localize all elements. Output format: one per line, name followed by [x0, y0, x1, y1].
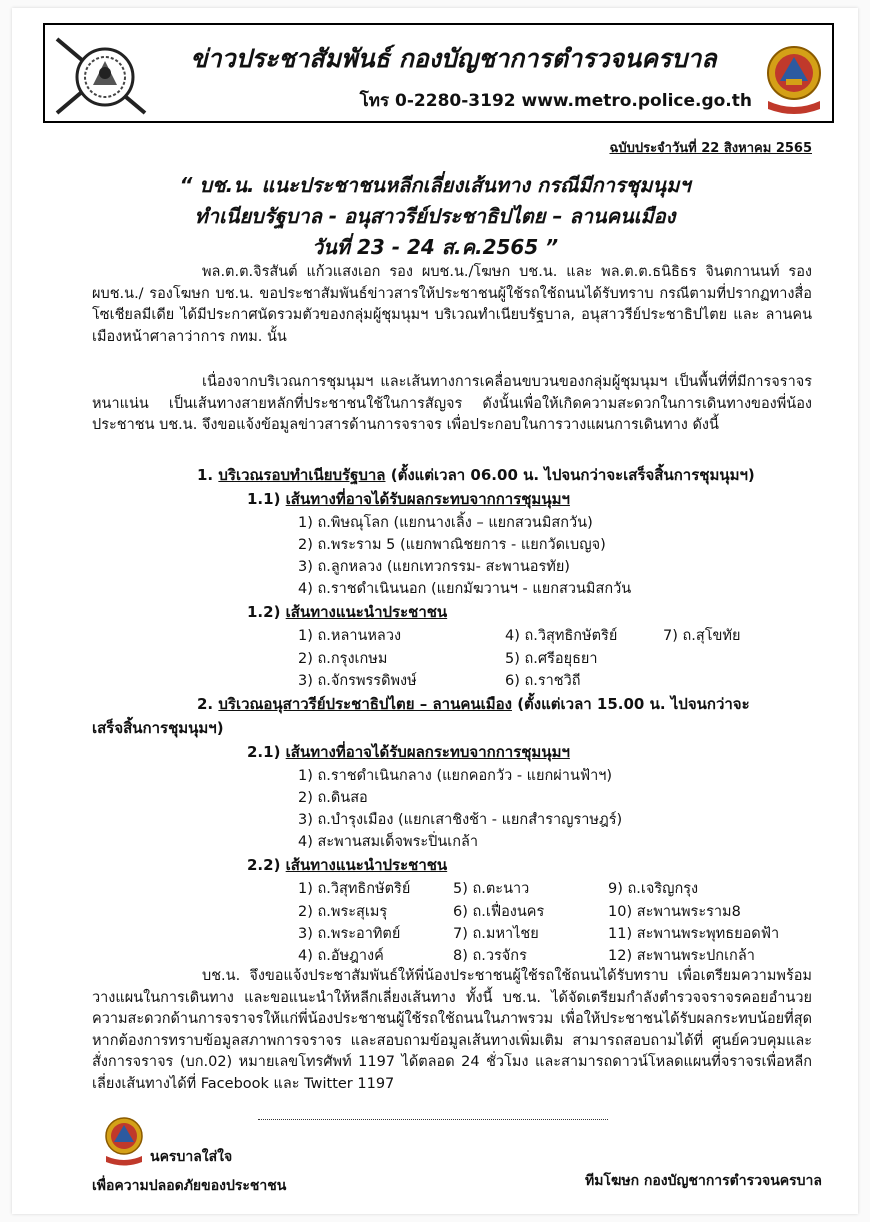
intro-paragraph-1: พล.ต.ต.จิรสันต์ แก้วแสงเอก รอง ผบช.น./โฆษก บช.น. และ พล.ต.ต.ธนิธิธร จินตกานนท์ รอง ผบช.น./ รองโฆษก บช.น. ขอประชาสัมพันธ์ข่าวสารให้ประชาชนผู้ใช้รถใช้ถนนได้รับทราบ กรณีตามที่ปรากฏทางสื่อโซเชียลมีเดีย ได้มีประกาศนัดรวมตัวของกลุ่มผู้ชุมนุมฯ บริเวณทำเนียบรัฐบาล, อนุสาวรีย์ประชาธิปไตย และ ลานคนเมืองหน้าศาลาว่าการ กทม. นั้น [92, 264, 812, 345]
section-2-time-continued: เสร็จสิ้นการชุมนุมฯ) [92, 719, 224, 737]
list-item: 1) ถ.ราชดำเนินกลาง (แยกคอกวัว - แยกผ่านฟ้าฯ) [298, 768, 613, 784]
section-2-2-heading: 2.2) เส้นทางแนะนำประชาชน [247, 856, 448, 874]
section-1-1-heading: 1.1) เส้นทางที่อาจได้รับผลกระทบจากการชุมนุมฯ [247, 490, 570, 508]
list-item: 3) ถ.ลูกหลวง (แยกเทวกรรม- สะพานอรทัย) [298, 559, 570, 575]
section-2-1-heading: 2.1) เส้นทางที่อาจได้รับผลกระทบจากการชุมนุมฯ [247, 743, 570, 761]
footer-slogan: นครบาลใส่ใจ [150, 1149, 233, 1165]
list-item: 3) ถ.บำรุงเมือง (แยกเสาชิงช้า - แยกสำราญราษฎร์) [298, 812, 623, 828]
list-item: 9) ถ.เจริญกรุง [608, 881, 699, 897]
police-crest-emblem-icon [53, 33, 149, 117]
headline-line-2: ทำเนียบรัฐบาล - อนุสาวรีย์ประชาธิปไตย – ลานคนเมือง [194, 204, 676, 228]
list-item: 4) ถ.วิสุทธิกษัตริย์ [505, 628, 618, 644]
list-item: 7) ถ.มหาไชย [453, 926, 539, 942]
section-1-heading: 1. บริเวณรอบทำเนียบรัฐบาล (ตั้งแต่เวลา 06.00 น. ไปจนกว่าจะเสร็จสิ้นการชุมนุมฯ) [197, 466, 755, 484]
section-1-title: บริเวณรอบทำเนียบรัฐบาล [218, 466, 386, 484]
metropolitan-police-footer-logo-icon [103, 1112, 145, 1166]
section-2-title: บริเวณอนุสาวรีย์ประชาธิปไตย – ลานคนเมือง [218, 695, 512, 713]
footer-signature: ทีมโฆษก กองบัญชาการตำรวจนครบาล [584, 1173, 822, 1189]
list-item: 12) สะพานพระปกเกล้า [608, 948, 755, 964]
list-item: 2) ถ.พระราม 5 (แยกพาณิชยการ - แยกวัดเบญจ) [298, 537, 606, 553]
list-item: 7) ถ.สุโขทัย [663, 628, 741, 644]
list-item: 5) ถ.ตะนาว [453, 881, 530, 897]
list-item: 11) สะพานพระพุทธยอดฟ้า [608, 926, 780, 942]
list-item: 2) ถ.ดินสอ [298, 790, 368, 806]
list-item: 4) ถ.ราชดำเนินนอก (แยกมัฆวานฯ - แยกสวนมิสกวัน [298, 581, 632, 597]
list-item: 6) ถ.ราชวิถี [505, 673, 581, 689]
list-item: 2) ถ.กรุงเกษม [298, 651, 388, 667]
list-item: 1) ถ.หลานหลวง [298, 628, 402, 644]
headline [60, 170, 810, 263]
list-item: 3) ถ.จักรพรรดิพงษ์ [298, 673, 417, 689]
list-item: 4) ถ.อัษฎางค์ [298, 948, 384, 964]
list-item: 6) ถ.เฟื่องนคร [453, 904, 545, 920]
headline-line-1: “ บช.น. แนะประชาชนหลีกเลี่ยงเส้นทาง กรณีมีการชุมนุมฯ [179, 173, 691, 197]
list-item: 10) สะพานพระราม8 [608, 904, 741, 920]
header-contact: โทร 0-2280-3192 www.metro.police.go.th [359, 91, 752, 111]
intro-paragraph-2: เนื่องจากบริเวณการชุมนุมฯ และเส้นทางการเคลื่อนขบวนของกลุ่มผู้ชุมนุมฯ เป็นพื้นที่ที่มีการจราจรหนาแน่น เป็นเส้นทางสายหลักที่ประชาชนใช้ในการสัญจร ดังนั้นเพื่อให้เกิดความสะดวกในการเดินทางของพี่น้องประชาชน บช.น. จึงขอแจ้งข้อมูลข่าวสารด้านการจราจร เพื่อประกอบในการวางแผนการเดินทาง ดังนี้ [92, 374, 812, 433]
headline-line-3: วันที่ 23 - 24 ส.ค.2565 ” [311, 235, 559, 259]
section-2-heading: 2. บริเวณอนุสาวรีย์ประชาธิปไตย – ลานคนเมือง (ตั้งแต่เวลา 15.00 น. ไปจนกว่าจะ [197, 695, 750, 713]
list-item: 1) ถ.พิษณุโลก (แยกนางเลิ้ง – แยกสวนมิสกวัน) [298, 515, 593, 531]
list-item: 3) ถ.พระอาทิตย์ [298, 926, 401, 942]
list-item: 8) ถ.วรจักร [453, 948, 527, 964]
section-1-time: (ตั้งแต่เวลา 06.00 น. ไปจนกว่าจะเสร็จสิ้นการชุมนุมฯ) [390, 466, 755, 484]
issue-date: ฉบับประจำวันที่ 22 สิงหาคม 2565 [609, 141, 812, 156]
divider [258, 1119, 608, 1120]
closing-paragraph: บช.น. จึงขอแจ้งประชาสัมพันธ์ให้พี่น้องประชาชนผู้ใช้รถใช้ถนนได้รับทราบ เพื่อเตรียมความพร้อมวางแผนในการเดินทาง และขอแนะนำให้หลีกเลี่ยงเส้นทาง ทั้งนี้ บช.น. ได้จัดเตรียมกำลังตำรวจจราจรคอยอำนวยความสะดวกด้านการจราจรให้แก่พี่น้องประชาชนผู้ใช้รถใช้ถนนในภาพรวม เพื่อให้ประชาชนได้รับผลกระทบน้อยที่สุด หากต้องการทราบข้อมูลสภาพการจราจร และสอบถามข้อมูลเส้นทางเพิ่มเติม สามารถสอบถามได้ที่ ศูนย์ควบคุมและสั่งการจราจร (บก.02) หมายเลขโทรศัพท์ 1197 ได้ตลอด 24 ชั่วโมง และสามารถดาวน์โหลดแผนที่จราจรเพื่อหลีกเลี่ยงเส้นทางได้ที่ Facebook และ Twitter 1197 [92, 968, 812, 1092]
metropolitan-police-logo-icon [764, 35, 824, 115]
press-release-header [43, 23, 834, 123]
footer-tagline: เพื่อความปลอดภัยของประชาชน [92, 1178, 287, 1194]
list-item: 5) ถ.ศรีอยุธยา [505, 651, 598, 667]
list-item: 4) สะพานสมเด็จพระปิ่นเกล้า [298, 834, 479, 850]
section-2-time: (ตั้งแต่เวลา 15.00 น. ไปจนกว่าจะ [517, 695, 750, 713]
header-title: ข่าวประชาสัมพันธ์ กองบัญชาการตำรวจนครบาล [190, 44, 717, 73]
list-item: 2) ถ.พระสุเมรุ [298, 904, 388, 920]
section-1-2-heading: 1.2) เส้นทางแนะนำประชาชน [247, 603, 448, 621]
list-item: 1) ถ.วิสุทธิกษัตริย์ [298, 881, 411, 897]
